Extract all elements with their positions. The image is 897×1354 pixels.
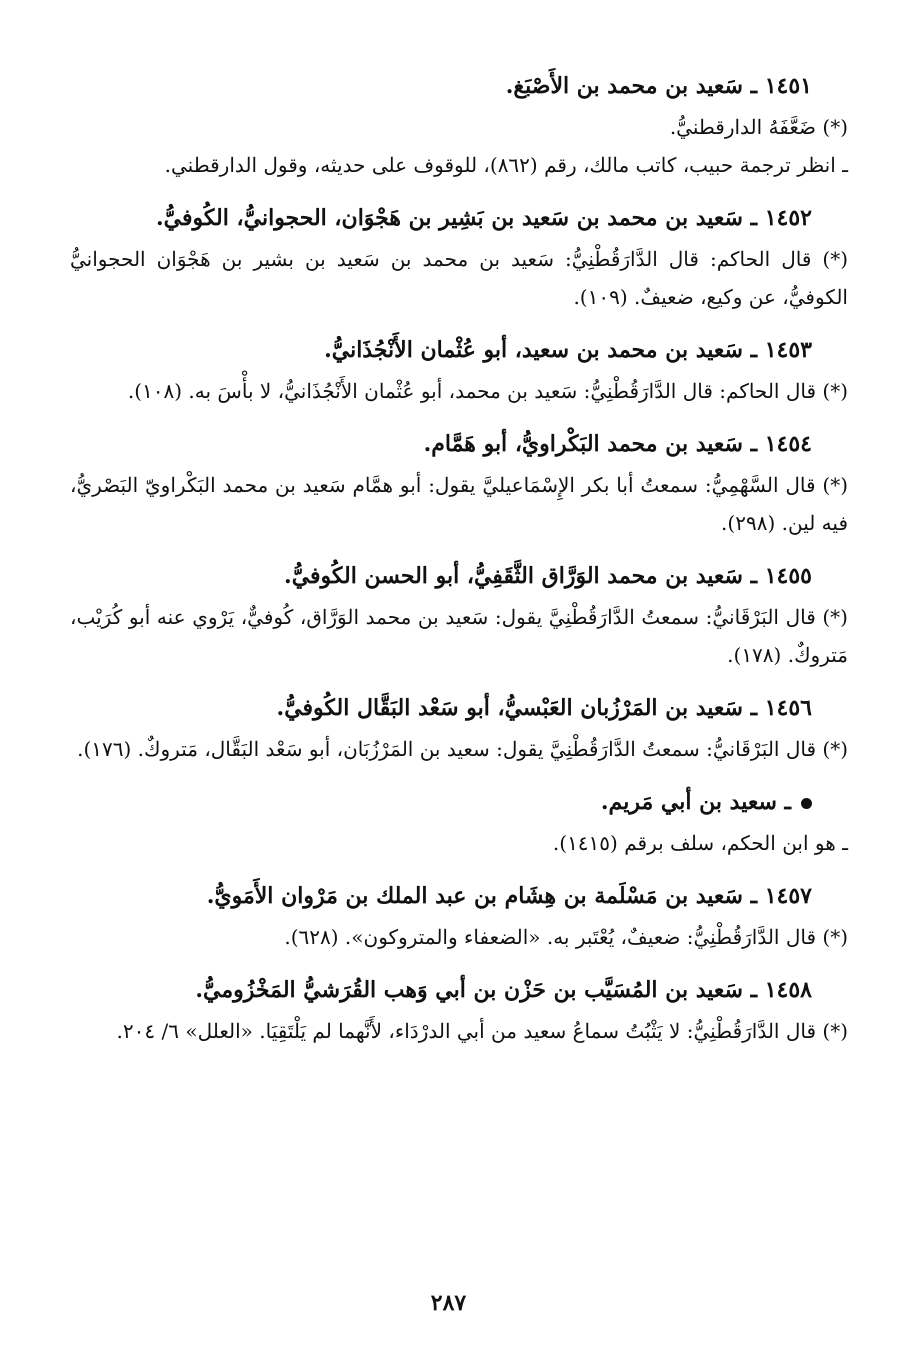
entry-paragraph: (*) قال البَرْقَانيُّ: سمعتُ الدَّارَقُطْنِيَّ يقول: سعيد بن المَرْزُبَان، أبو سَعْد البَقَّال، مَتروكٌ. (١٧٦). <box>77 737 848 761</box>
entry-1458 <box>70 968 848 1050</box>
entry-cross-reference <box>70 780 848 862</box>
entry-1452 <box>70 196 848 316</box>
entry-heading-text: ـ سعيد بن أبي مَريم. <box>600 789 791 815</box>
entry-heading: ١٤٥٥ ـ سَعيد بن محمد الوَرَّاق الثَّقَفِيُّ، أبو الحسن الكُوفيُّ. <box>284 563 812 589</box>
entry-heading: ١٤٥٦ ـ سَعيد بن المَرْزُبان العَبْسيُّ، أبو سَعْد البَقَّال الكُوفيُّ. <box>276 695 812 721</box>
entry-paragraph: (*) قال الدَّارَقُطْنِيُّ: ضعيفٌ، يُعْتَبر به. «الضعفاء والمتروكون». (٦٢٨). <box>284 925 848 949</box>
entry-1455 <box>70 554 848 674</box>
entry-heading: ١٤٥٧ ـ سَعيد بن مَسْلَمة بن هِشَام بن عبد الملك بن مَرْوان الأَمَويُّ. <box>206 883 812 909</box>
entry-paragraph: (*) قال الحاكم: قال الدَّارَقُطْنِيُّ: سَعيد بن محمد بن سَعيد بن بشير بن هَجْوَان الحجوانيُّ الكوفيُّ، عن وكيع، ضعيفٌ. (١٠٩). <box>70 247 848 309</box>
entry-1457 <box>70 874 848 956</box>
entry-heading: ١٤٥٨ ـ سَعيد بن المُسَيَّب بن حَزْن بن أبي وَهب القُرَشيُّ المَخْزُوميُّ. <box>195 977 812 1003</box>
entry-heading: ١٤٥٢ ـ سَعيد بن محمد بن سَعيد بن بَشِير بن هَجْوَان، الحجوانيُّ، الكُوفيُّ. <box>156 205 812 231</box>
entry-paragraph: (*) قال الحاكم: قال الدَّارَقُطْنِيُّ: سَعيد بن محمد، أبو عُثْمان الأَنْجُذَانيُّ، لا بأْسَ به. (١٠٨). <box>127 379 848 403</box>
entry-1456 <box>70 686 848 768</box>
entry-paragraph: (*) قال الدَّارَقُطْنِيُّ: لا يَثْبُتُ سماعُ سعيد من أبي الدرْدَاء، لأَنَّهما لم يَلْتَقِيَا. «العلل» ٦/ ٢٠٤. <box>116 1019 848 1043</box>
entry-paragraph: (*) قال السَّهْمِيُّ: سمعتُ أبا بكر الإِسْمَاعيليَّ يقول: أبو همَّام سَعيد بن محمد البَكْراويّ البَصْريُّ، فيه لين. (٢٩٨). <box>70 473 848 535</box>
bullet-dot-icon <box>801 798 812 809</box>
entry-heading: ١٤٥٤ ـ سَعيد بن محمد البَكْراويُّ، أبو هَمَّام. <box>423 431 812 457</box>
entry-paragraph: ـ انظر ترجمة حبيب، كاتب مالك، رقم (٨٦٢)، للوقوف على حديثه، وقول الدارقطني. <box>164 153 848 177</box>
entry-1451 <box>70 64 848 184</box>
entry-paragraph: ـ هو ابن الحكم، سلف برقم (١٤١٥). <box>552 831 848 855</box>
page-number: ٢٨٧ <box>430 1290 467 1316</box>
entry-heading: ١٤٥٣ ـ سَعيد بن محمد بن سعيد، أبو عُثْمان الأَنْجُذَانيُّ. <box>324 337 812 363</box>
entry-1453 <box>70 328 848 410</box>
entry-heading <box>70 780 848 824</box>
entry-paragraph: (*) ضَعَّفَهُ الدارقطنيُّ. <box>669 115 848 139</box>
entry-heading: ١٤٥١ ـ سَعيد بن محمد بن الأَصْبَغ. <box>505 73 812 99</box>
document-page <box>70 64 848 1334</box>
entry-paragraph: (*) قال البَرْقَانيُّ: سمعتُ الدَّارَقُطْنِيَّ يقول: سَعيد بن محمد الوَرَّاق، كُوفيٌّ، يَرْوي عنه أبو كُرَيْب، مَتروكٌ. (١٧٨). <box>70 605 848 667</box>
entry-1454 <box>70 422 848 542</box>
